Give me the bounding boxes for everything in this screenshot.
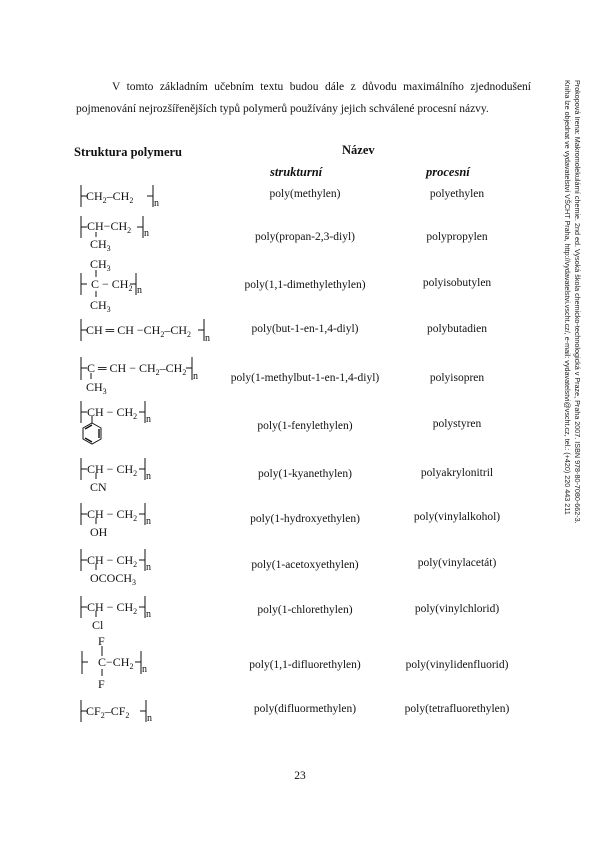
citation-line: Prokopová Irena: Makromolekulární chemie. 2nd ed. Vysoká škola chemicko-technologická v Praze, Praha 2007. ISBN 978-80-7080-662-3. [573, 80, 582, 524]
process-name-subheader: procesní [426, 165, 470, 179]
side-citation-note [563, 80, 582, 710]
structural-name: poly(1-fenylethylen) [257, 420, 353, 432]
polymer-row-polyvinylacetate [0, 546, 560, 586]
polymer-row-polyvinylchloride [0, 593, 560, 633]
svg-text:Cl: Cl [92, 618, 104, 632]
process-name: polyakrylonitril [420, 467, 494, 479]
svg-text:CN: CN [90, 480, 107, 494]
svg-text:CH − CH2: CH − $CH_2$ [87, 600, 138, 616]
structure-polyacrylonitrile [74, 455, 174, 495]
svg-text:n: n [146, 562, 151, 573]
structure-polybutadiene [74, 315, 224, 355]
structural-name: poly(1,1-dimethylethylen) [244, 279, 366, 291]
svg-text:OCOCH3: $OCOCH_3$ [90, 571, 137, 587]
svg-text:n: n [144, 228, 149, 239]
structural-name: poly(1-kyanethylen) [258, 468, 352, 480]
process-name: polyisopren [429, 372, 485, 384]
svg-text:n: n [146, 471, 151, 482]
process-name: poly(vinylalkohol) [413, 511, 501, 523]
polymer-row-polyvinylidenefluoride [0, 634, 560, 691]
svg-text:CH3: $CH_3$ [90, 237, 111, 253]
structure-column-header: Struktura polymeru [74, 145, 182, 159]
svg-text:C − CH2: $C - CH_2$ [91, 277, 133, 293]
svg-text:CH3: $CH_3$ [86, 380, 107, 396]
svg-text:CH − CH2: CH − $CH_2$ [87, 553, 138, 569]
structure-polystyrene [74, 398, 174, 453]
svg-text:C−CH2: $C-CH_2$ [98, 655, 134, 671]
structural-name: poly(1-hydroxyethylen) [250, 513, 360, 525]
svg-text:F: F [98, 634, 105, 648]
svg-text:n: n [193, 371, 198, 382]
structural-name: poly(methylen) [269, 188, 341, 200]
structure-ptfe [74, 698, 174, 738]
process-name: poly(vinylchlorid) [414, 603, 500, 615]
svg-text:n: n [146, 609, 151, 620]
svg-text:C ═ CH − CH2–CH2: C ═ CH − $CH_2-CH_2$ [87, 361, 187, 377]
polymer-row-ptfe [0, 698, 560, 738]
structure-polyvinylchloride [74, 593, 174, 633]
svg-text:CH2–CH2: $CH_2-CH_2$ [86, 189, 134, 205]
process-name: poly(tetrafluorethylen) [404, 703, 510, 715]
polymer-row-polyvinylalcohol [0, 500, 560, 540]
svg-text:n: n [146, 414, 151, 425]
structural-name: poly(1-chlorethylen) [257, 604, 353, 616]
process-name: polybutadien [426, 323, 488, 335]
svg-text:CH−CH2: $CH-CH_2$ [87, 219, 132, 235]
structural-name: poly(1,1-difluorethylen) [249, 659, 361, 671]
svg-text:CF2–CF2: $CF_2-CF_2$ [86, 704, 130, 720]
structural-name-subheader: strukturní [270, 165, 323, 179]
page-number: 23 [294, 770, 306, 782]
intro-text: V tomto základním učebním textu budou dále z důvodu maximálního zjednodušení pojmenování nejrozšířenějších typů polymerů používány jejich schválené procesní názvy. [76, 81, 531, 115]
structure-polyvinylidenefluoride [74, 636, 174, 696]
polymer-row-polypropylene [0, 212, 560, 252]
svg-text:CH − CH2: CH − $CH_2$ [87, 405, 138, 421]
structure-polyvinylacetate [74, 546, 174, 586]
ordering-info-line: Kniha lze objednat ve vydavatelství VŠCHT Praha, http://vydavatelstvi.vscht.cz/, e-mail: vydavatelstvi@vscht.cz, tel.: (+420) 220 443 211 [563, 80, 572, 515]
process-name: poly(vinylacetát) [417, 557, 497, 569]
svg-text:OH: OH [90, 525, 108, 539]
structure-polyvinylalcohol [74, 500, 174, 540]
process-name: polystyren [432, 418, 482, 430]
polymer-row-polyisobutylene [0, 255, 560, 314]
polymer-row-polystyrene [0, 398, 560, 438]
svg-text:CH3: $CH_3$ [90, 257, 111, 273]
structure-polyisoprene [74, 352, 224, 397]
svg-text:F: F [98, 677, 105, 691]
svg-text:n: n [142, 664, 147, 675]
structural-name: poly(propan-2,3-diyl) [255, 231, 355, 243]
svg-text:CH3: $CH_3$ [90, 298, 111, 314]
name-column-header: Název [342, 143, 375, 157]
structural-name: poly(difluormethylen) [253, 703, 357, 715]
intro-paragraph [76, 76, 531, 120]
svg-text:n: n [147, 713, 152, 724]
structural-name: poly(but-1-en-1,4-diyl) [251, 323, 359, 335]
polymer-row-polyisoprene [0, 352, 560, 396]
structure-polypropylene [74, 212, 174, 252]
process-name: polypropylen [426, 231, 488, 243]
svg-text:CH − CH2: CH − $CH_2$ [87, 507, 138, 523]
svg-text:n: n [154, 198, 159, 209]
svg-text:n: n [205, 333, 210, 344]
polymer-row-polybutadiene [0, 315, 560, 355]
svg-text:CH ═ CH −CH2–CH2: CH ═ CH $-CH_2-CH_2$ [86, 323, 191, 339]
process-name: polyethylen [429, 188, 485, 200]
polymer-row-polyacrylonitrile [0, 455, 560, 495]
svg-text:CH − CH2: CH − $CH_2$ [87, 462, 138, 478]
structural-name: poly(1-acetoxyethylen) [251, 559, 359, 571]
process-name: polyisobutylen [422, 277, 492, 289]
svg-text:n: n [137, 285, 142, 296]
svg-text:n: n [146, 516, 151, 527]
process-name: poly(vinylidenfluorid) [405, 659, 509, 671]
structure-polyisobutylene [74, 255, 174, 315]
structural-name: poly(1-methylbut-1-en-1,4-diyl) [230, 372, 380, 384]
